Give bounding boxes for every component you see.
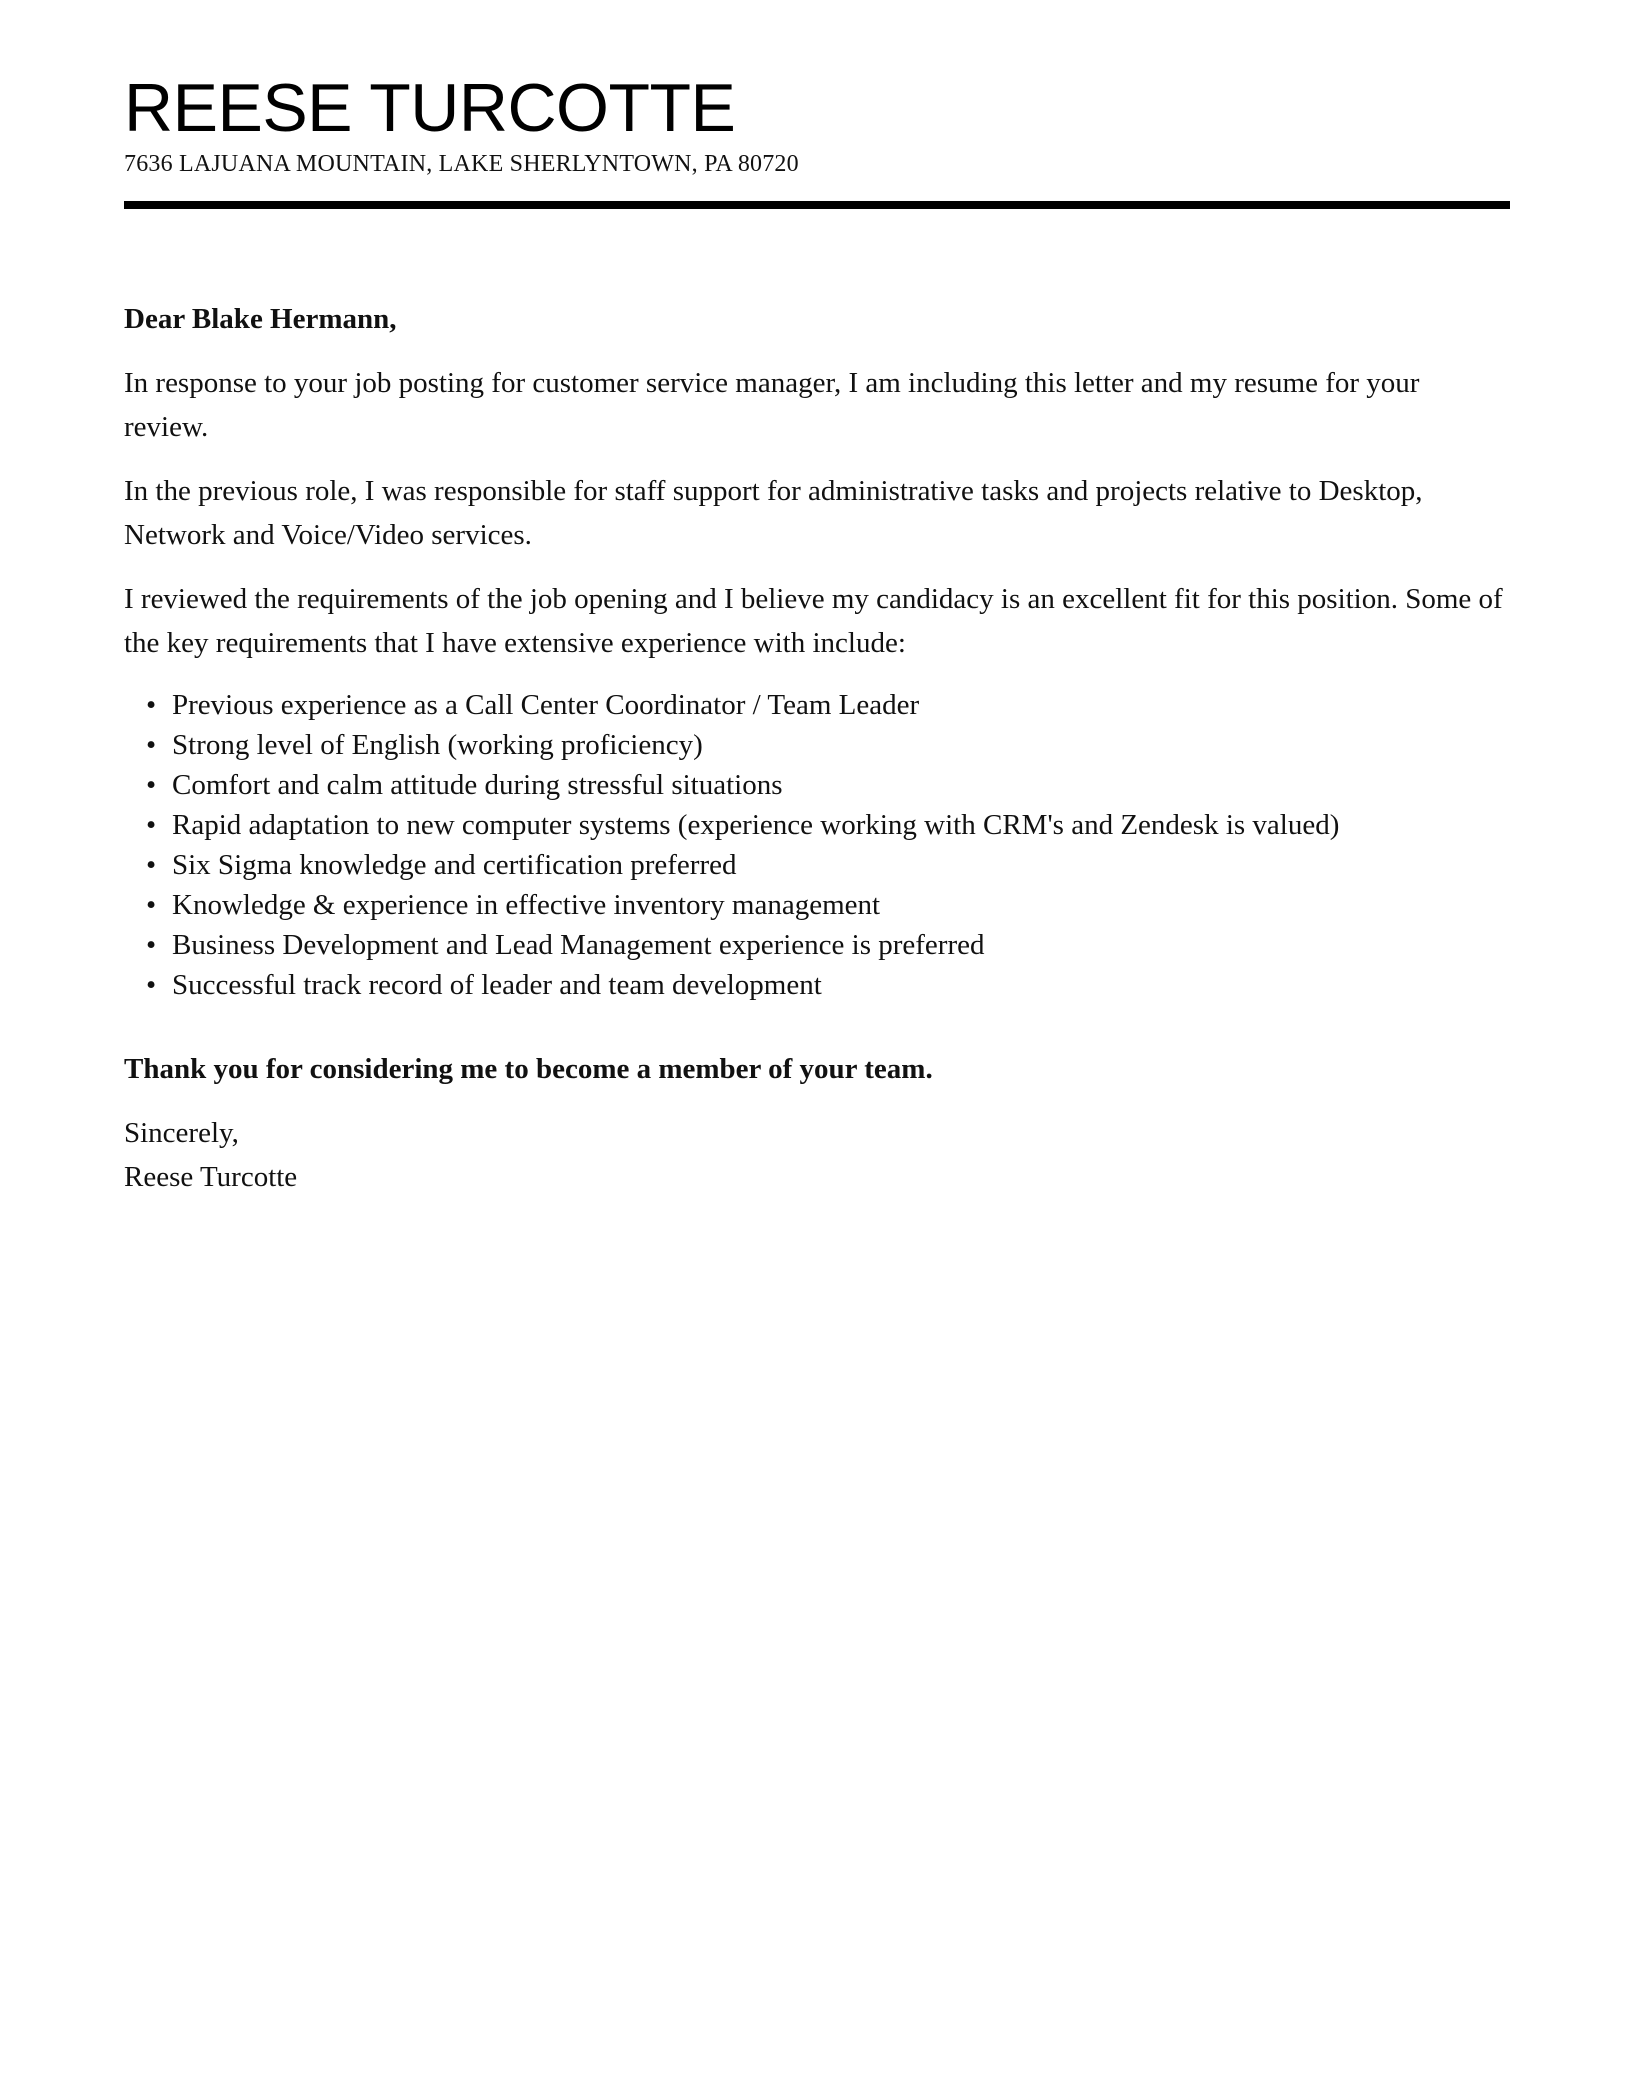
- list-item: [146, 725, 1508, 765]
- list-item-text: Successful track record of leader and team development: [172, 969, 822, 1001]
- list-item-text: Six Sigma knowledge and certification preferred: [172, 849, 737, 881]
- paragraph-intro: In response to your job posting for customer service manager, I am including this letter and my resume for your review.: [124, 367, 1420, 443]
- bullet-icon: •: [146, 849, 157, 881]
- paragraph-previous-role: In the previous role, I was responsible for staff support for administrative tasks and projects relative to Desktop, Network and Voice/Video services.: [124, 475, 1423, 551]
- bullet-icon: •: [146, 729, 157, 761]
- list-item-text: Knowledge & experience in effective inventory management: [172, 889, 881, 921]
- applicant-name: REESE TURCOTTE: [124, 70, 736, 146]
- list-item: [146, 925, 1508, 965]
- list-item-text: Strong level of English (working proficiency): [172, 729, 703, 761]
- list-item: [146, 765, 1508, 805]
- bullet-icon: •: [146, 689, 157, 721]
- cover-letter-page: [124, 70, 1508, 1199]
- list-item: [146, 885, 1508, 925]
- bullet-icon: •: [146, 769, 157, 801]
- requirements-list: [124, 685, 1508, 1005]
- bullet-icon: •: [146, 809, 157, 841]
- header-divider: [124, 201, 1510, 209]
- list-item: [146, 845, 1508, 885]
- applicant-address: 7636 LAJUANA MOUNTAIN, LAKE SHERLYNTOWN, PA 80720: [124, 151, 799, 177]
- signoff-block: [124, 1111, 1508, 1199]
- closing-statement: Thank you for considering me to become a member of your team.: [124, 1053, 933, 1085]
- signature-name: Reese Turcotte: [124, 1161, 298, 1193]
- list-item: [146, 685, 1508, 725]
- bullet-icon: •: [146, 929, 157, 961]
- list-item-text: Business Development and Lead Management experience is preferred: [172, 929, 985, 961]
- bullet-icon: •: [146, 889, 157, 921]
- list-item-text: Comfort and calm attitude during stressful situations: [172, 769, 783, 801]
- paragraph-requirements-intro: I reviewed the requirements of the job opening and I believe my candidacy is an excellent fit for this position. Some of the key requirements that I have extensive experience with include:: [124, 583, 1503, 659]
- list-item: [146, 965, 1508, 1005]
- bullet-icon: •: [146, 969, 157, 1001]
- list-item-text: Rapid adaptation to new computer systems (experience working with CRM's and Zendesk is valued): [172, 809, 1340, 841]
- list-item: [146, 805, 1508, 845]
- valediction: Sincerely,: [124, 1117, 239, 1149]
- salutation: Dear Blake Hermann,: [124, 303, 397, 335]
- list-item-text: Previous experience as a Call Center Coordinator / Team Leader: [172, 689, 920, 721]
